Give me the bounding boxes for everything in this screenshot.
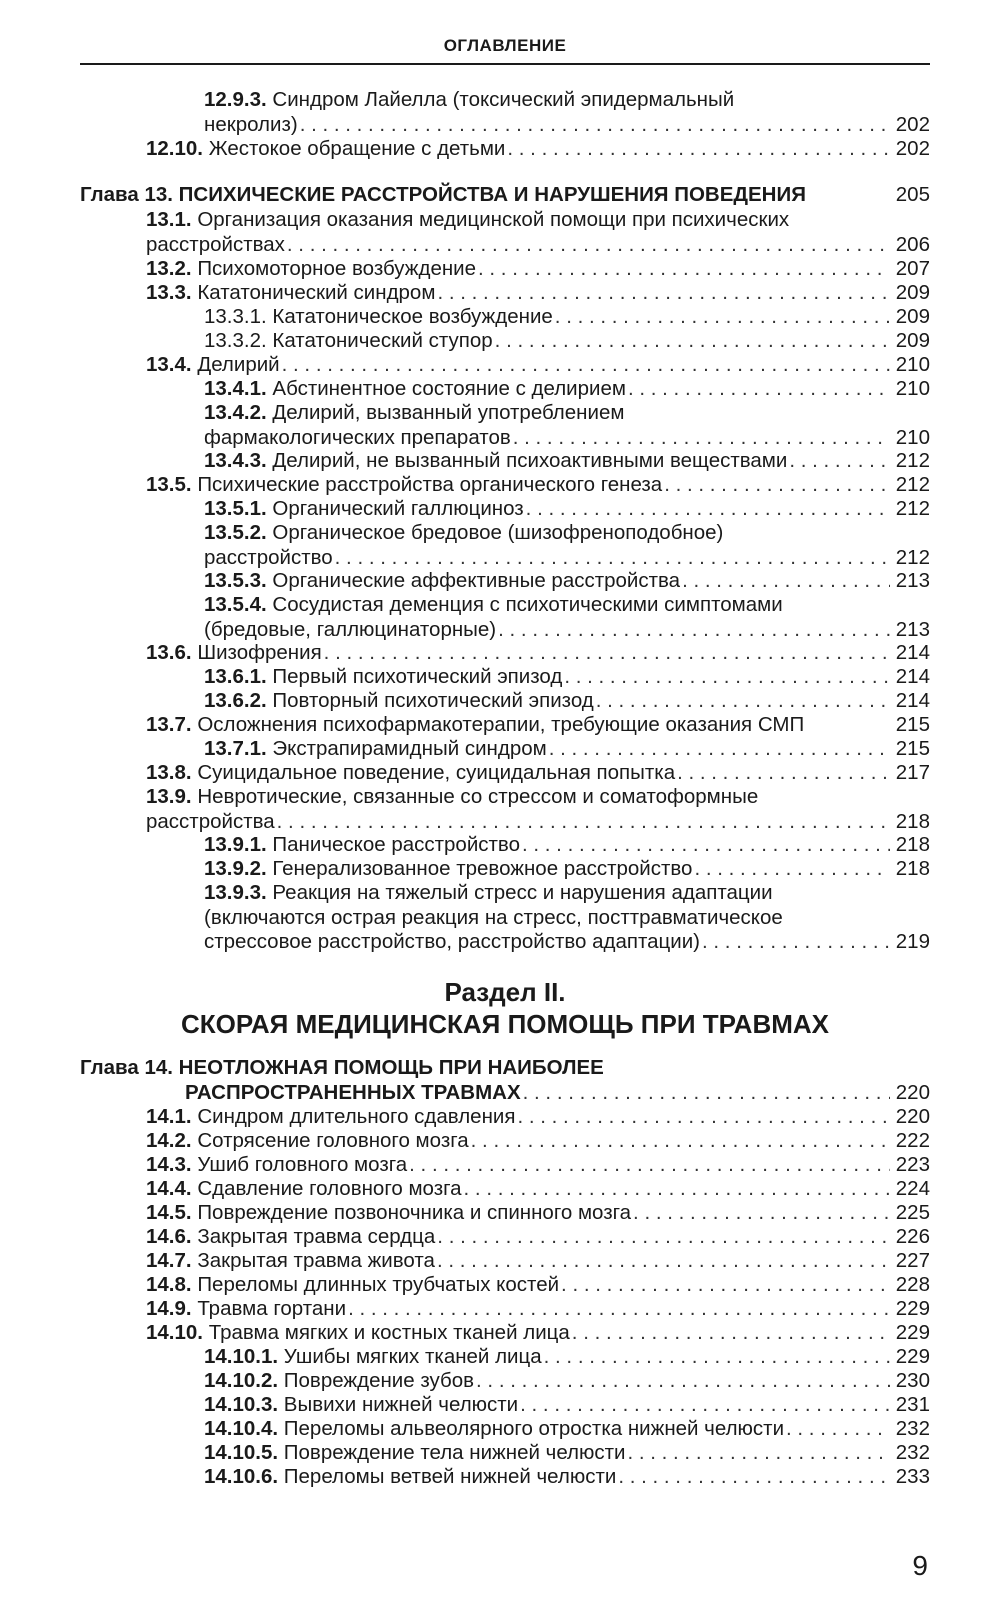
leader-dots bbox=[287, 233, 890, 258]
toc-title: Переломы альвеолярного отростка нижней челюсти bbox=[283, 1417, 785, 1440]
toc-number: 14.10.2. bbox=[204, 1369, 279, 1392]
leader-dots bbox=[682, 569, 890, 594]
toc-title: Вывихи нижней челюсти bbox=[283, 1393, 519, 1416]
leader-dots bbox=[348, 1297, 890, 1322]
toc-page: 220 bbox=[895, 1080, 930, 1104]
leader-dots bbox=[507, 137, 890, 162]
toc-number: 14.5. bbox=[146, 1201, 192, 1224]
toc-page: 229 bbox=[895, 1321, 930, 1344]
leader-dots bbox=[517, 1105, 890, 1130]
toc-title: Осложнения психофармакотерапии, требующие оказания СМП bbox=[197, 713, 805, 736]
toc-title: Органические аффективные расстройства bbox=[272, 569, 681, 592]
toc-page: 209 bbox=[895, 329, 930, 352]
toc-number: 13.1. bbox=[146, 208, 192, 231]
leader-dots bbox=[702, 930, 890, 955]
toc-entry[interactable] bbox=[80, 1393, 930, 1418]
toc-number: 13.6. bbox=[146, 641, 192, 664]
leader-dots bbox=[478, 257, 890, 282]
toc-entry[interactable] bbox=[80, 1273, 930, 1298]
toc-number: 13.5.4. bbox=[204, 593, 267, 616]
toc-title: Органический галлюциноз bbox=[272, 497, 524, 520]
toc-entry[interactable] bbox=[80, 1225, 930, 1250]
toc-page: 218 bbox=[895, 857, 930, 880]
toc-page: 231 bbox=[895, 1393, 930, 1416]
toc-page: 230 bbox=[895, 1369, 930, 1392]
toc-number: 14.10.3. bbox=[204, 1393, 279, 1416]
toc-page: 227 bbox=[895, 1249, 930, 1272]
leader-dots bbox=[476, 1369, 890, 1394]
toc-page: 220 bbox=[895, 1105, 930, 1128]
toc-page: 228 bbox=[895, 1273, 930, 1296]
toc-title: Реакция на тяжелый стресс и нарушения адаптации bbox=[272, 881, 773, 904]
toc-title: Повторный психотический эпизод bbox=[272, 689, 594, 712]
toc-entry[interactable] bbox=[80, 401, 930, 450]
toc-title: Генерализованное тревожное расстройство bbox=[272, 857, 693, 880]
toc-title: Повреждение зубов bbox=[283, 1369, 475, 1392]
toc-entry[interactable] bbox=[80, 665, 930, 690]
toc-entry[interactable] bbox=[80, 449, 930, 474]
toc-entry[interactable] bbox=[80, 281, 930, 306]
toc-title: Суицидальное поведение, суицидальная попытка bbox=[197, 761, 676, 784]
toc-entry[interactable] bbox=[80, 833, 930, 858]
toc-page: 229 bbox=[895, 1297, 930, 1320]
toc-entry[interactable] bbox=[80, 1369, 930, 1394]
toc-number: 14.10.4. bbox=[204, 1417, 279, 1440]
leader-dots bbox=[437, 1249, 890, 1274]
toc-number: 13.4.3. bbox=[204, 449, 267, 472]
toc-page: 206 bbox=[895, 232, 930, 256]
toc-page: 232 bbox=[895, 1441, 930, 1464]
leader-dots bbox=[498, 618, 890, 643]
toc-page: 218 bbox=[895, 833, 930, 856]
toc-title: фармакологических препаратов bbox=[204, 425, 511, 449]
toc-entry[interactable] bbox=[80, 761, 930, 786]
leader-dots bbox=[464, 1177, 890, 1202]
toc-entry[interactable] bbox=[80, 569, 930, 594]
toc-title: Невротические, связанные со стрессом и соматоформные bbox=[197, 785, 759, 808]
toc-page: 217 bbox=[895, 761, 930, 784]
toc-page: 215 bbox=[895, 737, 930, 760]
toc-page: 218 bbox=[895, 809, 930, 833]
leader-dots bbox=[627, 1441, 890, 1466]
toc-entry[interactable] bbox=[80, 353, 930, 378]
toc-number: 13.4.1. bbox=[204, 377, 267, 400]
toc-entry[interactable] bbox=[80, 1465, 930, 1490]
toc-title: Закрытая травма живота bbox=[197, 1249, 435, 1272]
toc-entry[interactable] bbox=[80, 473, 930, 498]
toc-title: Органическое бредовое (шизофреноподобное) bbox=[272, 521, 724, 544]
chapter-13-entry[interactable] bbox=[80, 183, 930, 208]
toc-number: 12.10. bbox=[146, 137, 203, 160]
section-number: Раздел II. bbox=[444, 977, 566, 1007]
leader-dots bbox=[526, 497, 890, 522]
page-number: 9 bbox=[912, 1550, 928, 1581]
toc-entry[interactable] bbox=[80, 689, 930, 714]
toc-title: расстройствах bbox=[146, 232, 285, 256]
toc-page: 209 bbox=[895, 281, 930, 304]
leader-dots bbox=[437, 281, 890, 306]
leader-dots bbox=[277, 810, 890, 835]
toc-title: Сдавление головного мозга bbox=[197, 1177, 462, 1200]
toc-title: Делирий, не вызванный психоактивными веществами bbox=[272, 449, 788, 472]
toc-page: 210 bbox=[895, 377, 930, 400]
toc-title: Повреждение позвоночника и спинного мозга bbox=[197, 1201, 632, 1224]
toc-title: Синдром Лайелла (токсический эпидермальный bbox=[272, 88, 735, 111]
leader-dots bbox=[471, 1129, 890, 1154]
toc-number: 13.9.3. bbox=[204, 881, 267, 904]
toc-number: 13.5. bbox=[146, 473, 192, 496]
toc-title: Сосудистая деменция с психотическими симптомами bbox=[272, 593, 783, 616]
leader-dots bbox=[633, 1201, 890, 1226]
toc-entry[interactable] bbox=[80, 737, 930, 762]
toc-title: Кататонический синдром bbox=[197, 281, 436, 304]
toc-title: Ушибы мягких тканей лица bbox=[283, 1345, 542, 1368]
toc-entry[interactable] bbox=[80, 521, 930, 570]
toc-number: 13.8. bbox=[146, 761, 192, 784]
toc-title: Сотрясение головного мозга bbox=[197, 1129, 469, 1152]
running-header: ОГЛАВЛЕНИЕ bbox=[443, 36, 567, 55]
toc-title: Кататонический ступор bbox=[272, 329, 493, 352]
toc-entry[interactable] bbox=[80, 208, 930, 257]
leader-dots bbox=[786, 1417, 890, 1442]
toc-title: (включаются острая реакция на стресс, посттравматическое bbox=[204, 905, 783, 929]
toc-number: 13.3. bbox=[146, 281, 192, 304]
toc-page: 215 bbox=[895, 713, 930, 736]
toc-number: 14.7. bbox=[146, 1249, 192, 1272]
leader-dots bbox=[300, 113, 890, 138]
leader-dots bbox=[282, 353, 890, 378]
toc-title: некролиз) bbox=[204, 112, 298, 136]
toc-page: 212 bbox=[895, 545, 930, 569]
toc-page: 214 bbox=[895, 665, 930, 688]
leader-dots bbox=[335, 546, 890, 571]
leader-dots bbox=[564, 665, 890, 690]
leader-dots bbox=[544, 1345, 890, 1370]
toc-page: 209 bbox=[895, 305, 930, 328]
toc-entry[interactable] bbox=[80, 1129, 930, 1154]
leader-dots bbox=[520, 1393, 890, 1418]
leader-dots bbox=[437, 1225, 890, 1250]
toc-number: 14.1. bbox=[146, 1105, 192, 1128]
toc-page: 225 bbox=[895, 1201, 930, 1224]
chapter-title: НЕОТЛОЖНАЯ ПОМОЩЬ ПРИ НАИБОЛЕЕ bbox=[178, 1056, 604, 1079]
toc-entry[interactable] bbox=[80, 497, 930, 522]
toc-number: 14.9. bbox=[146, 1297, 192, 1320]
toc-entry[interactable] bbox=[80, 329, 930, 354]
toc-entry[interactable] bbox=[80, 1345, 930, 1370]
toc-number: 14.10.1. bbox=[204, 1345, 279, 1368]
toc-number: 13.4.2. bbox=[204, 401, 267, 424]
toc-number: 13.5.3. bbox=[204, 569, 267, 592]
toc-page: 212 bbox=[895, 497, 930, 520]
leader-dots bbox=[618, 1465, 890, 1490]
leader-dots bbox=[523, 1081, 890, 1106]
toc-title: Синдром длительного сдавления bbox=[197, 1105, 516, 1128]
leader-dots bbox=[409, 1153, 890, 1178]
toc-title: Делирий, вызванный употреблением bbox=[272, 401, 625, 424]
leader-dots bbox=[324, 641, 890, 666]
toc-page: 214 bbox=[895, 689, 930, 712]
chapter-title: РАСПРОСТРАНЕННЫХ ТРАВМАХ bbox=[185, 1080, 521, 1104]
toc-title: расстройство bbox=[204, 545, 333, 569]
toc-entry[interactable] bbox=[80, 1321, 930, 1346]
toc-number: 14.2. bbox=[146, 1129, 192, 1152]
toc-page: 214 bbox=[895, 641, 930, 664]
leader-dots bbox=[549, 737, 890, 762]
toc-number: 13.4. bbox=[146, 353, 192, 376]
toc-page: 210 bbox=[895, 353, 930, 376]
chapter-title: ПСИХИЧЕСКИЕ РАССТРОЙСТВА И НАРУШЕНИЯ ПОВЕДЕНИЯ bbox=[178, 183, 806, 206]
toc-number: 13.7.1. bbox=[204, 737, 267, 760]
toc-title: Первый психотический эпизод bbox=[272, 665, 563, 688]
toc-entry[interactable] bbox=[80, 1153, 930, 1178]
toc-title: Переломы ветвей нижней челюсти bbox=[283, 1465, 617, 1488]
toc-number: 14.8. bbox=[146, 1273, 192, 1296]
toc-title: Организация оказания медицинской помощи при психических bbox=[197, 208, 790, 231]
toc-number: 14.6. bbox=[146, 1225, 192, 1248]
toc-entry[interactable] bbox=[80, 1249, 930, 1274]
chapter-number: Глава 13. bbox=[80, 183, 173, 206]
leader-dots bbox=[664, 473, 890, 498]
toc-number: 13.2. bbox=[146, 257, 192, 280]
toc-title: (бредовые, галлюцинаторные) bbox=[204, 617, 497, 641]
toc-title: Переломы длинных трубчатых костей bbox=[197, 1273, 560, 1296]
section-title: СКОРАЯ МЕДИЦИНСКАЯ ПОМОЩЬ ПРИ ТРАВМАХ bbox=[180, 1009, 830, 1039]
toc-number: 13.3.1. bbox=[204, 305, 267, 328]
leader-dots bbox=[789, 449, 890, 474]
toc-title: Жестокое обращение с детьми bbox=[208, 137, 506, 160]
toc-entry[interactable] bbox=[80, 1177, 930, 1202]
toc-number: 13.5.2. bbox=[204, 521, 267, 544]
toc-page: 223 bbox=[895, 1153, 930, 1176]
toc-title: Психические расстройства органического генеза bbox=[197, 473, 663, 496]
toc-number: 13.6.2. bbox=[204, 689, 267, 712]
toc-number: 14.3. bbox=[146, 1153, 192, 1176]
toc-number: 13.3.2. bbox=[204, 329, 267, 352]
toc-number: 14.10. bbox=[146, 1321, 203, 1344]
toc-entry[interactable] bbox=[80, 377, 930, 402]
toc-page: 224 bbox=[895, 1177, 930, 1200]
toc-number: 13.5.1. bbox=[204, 497, 267, 520]
toc-entry[interactable] bbox=[80, 1441, 930, 1466]
toc-number: 13.9.2. bbox=[204, 857, 267, 880]
toc-page: 210 bbox=[895, 425, 930, 449]
toc-number: 13.9.1. bbox=[204, 833, 267, 856]
toc-page: 213 bbox=[895, 617, 930, 641]
toc-page: 202 bbox=[895, 112, 930, 136]
leader-dots bbox=[495, 329, 890, 354]
leader-dots bbox=[561, 1273, 890, 1298]
toc-page: 233 bbox=[895, 1465, 930, 1488]
toc-entry[interactable] bbox=[80, 1105, 930, 1130]
leader-dots bbox=[513, 426, 890, 451]
toc-number: 14.10.5. bbox=[204, 1441, 279, 1464]
toc-title: Паническое расстройство bbox=[272, 833, 520, 856]
toc-title: Закрытая травма сердца bbox=[197, 1225, 436, 1248]
leader-dots bbox=[572, 1321, 890, 1346]
toc-page: 219 bbox=[895, 930, 930, 954]
toc-number: 12.9.3. bbox=[204, 88, 267, 111]
toc-entry[interactable] bbox=[80, 785, 930, 834]
toc-page: 213 bbox=[895, 569, 930, 592]
toc-title: Кататоническое возбуждение bbox=[272, 305, 553, 328]
toc-page: 222 bbox=[895, 1129, 930, 1152]
toc-number: 13.6.1. bbox=[204, 665, 267, 688]
toc-number: 13.7. bbox=[146, 713, 192, 736]
toc-entry[interactable] bbox=[80, 593, 930, 642]
toc-title: Травма мягких и костных тканей лица bbox=[208, 1321, 570, 1344]
leader-dots bbox=[522, 833, 890, 858]
toc-entry[interactable] bbox=[80, 1201, 930, 1226]
toc-entry[interactable] bbox=[80, 1417, 930, 1442]
toc-entry[interactable] bbox=[80, 641, 930, 666]
toc-number: 14.4. bbox=[146, 1177, 192, 1200]
toc-number: 14.10.6. bbox=[204, 1465, 279, 1488]
toc-page: 202 bbox=[895, 137, 930, 160]
toc-title: стрессовое расстройство, расстройство адаптации) bbox=[204, 930, 701, 954]
toc-entry[interactable] bbox=[80, 881, 930, 955]
toc-entry[interactable] bbox=[80, 88, 930, 137]
toc-entry[interactable] bbox=[80, 305, 930, 330]
toc-entry[interactable] bbox=[80, 257, 930, 282]
leader-dots bbox=[694, 857, 890, 882]
chapter-number: Глава 14. bbox=[80, 1056, 173, 1079]
toc-title: Шизофрения bbox=[197, 641, 322, 664]
toc-title: Ушиб головного мозга bbox=[197, 1153, 408, 1176]
leader-dots bbox=[555, 305, 890, 330]
toc-title: Экстрапирамидный синдром bbox=[272, 737, 547, 760]
toc-title: Повреждение тела нижней челюсти bbox=[283, 1441, 626, 1464]
toc-title: Абстинентное состояние с делирием bbox=[272, 377, 626, 400]
toc-page: 207 bbox=[895, 257, 930, 280]
toc-page: 232 bbox=[895, 1417, 930, 1440]
toc-page: 205 bbox=[895, 183, 930, 206]
toc-page: 212 bbox=[895, 473, 930, 496]
toc-title: Делирий bbox=[197, 353, 280, 376]
leader-dots bbox=[596, 689, 890, 714]
toc-title: Психомоторное возбуждение bbox=[197, 257, 477, 280]
leader-dots bbox=[677, 761, 890, 786]
chapter-14-entry[interactable] bbox=[80, 1056, 930, 1105]
toc-title: Травма гортани bbox=[197, 1297, 347, 1320]
leader-dots bbox=[628, 377, 890, 402]
toc-page: 212 bbox=[895, 449, 930, 472]
header-rule bbox=[80, 63, 930, 65]
toc-entry[interactable] bbox=[80, 137, 930, 162]
toc-number: 13.9. bbox=[146, 785, 192, 808]
toc-entry[interactable] bbox=[80, 713, 930, 738]
toc-title: расстройства bbox=[146, 809, 275, 833]
toc-page: 229 bbox=[895, 1345, 930, 1368]
toc-entry[interactable] bbox=[80, 857, 930, 882]
section-heading bbox=[80, 976, 930, 1040]
toc-entry[interactable] bbox=[80, 1297, 930, 1322]
toc-page: 226 bbox=[895, 1225, 930, 1248]
